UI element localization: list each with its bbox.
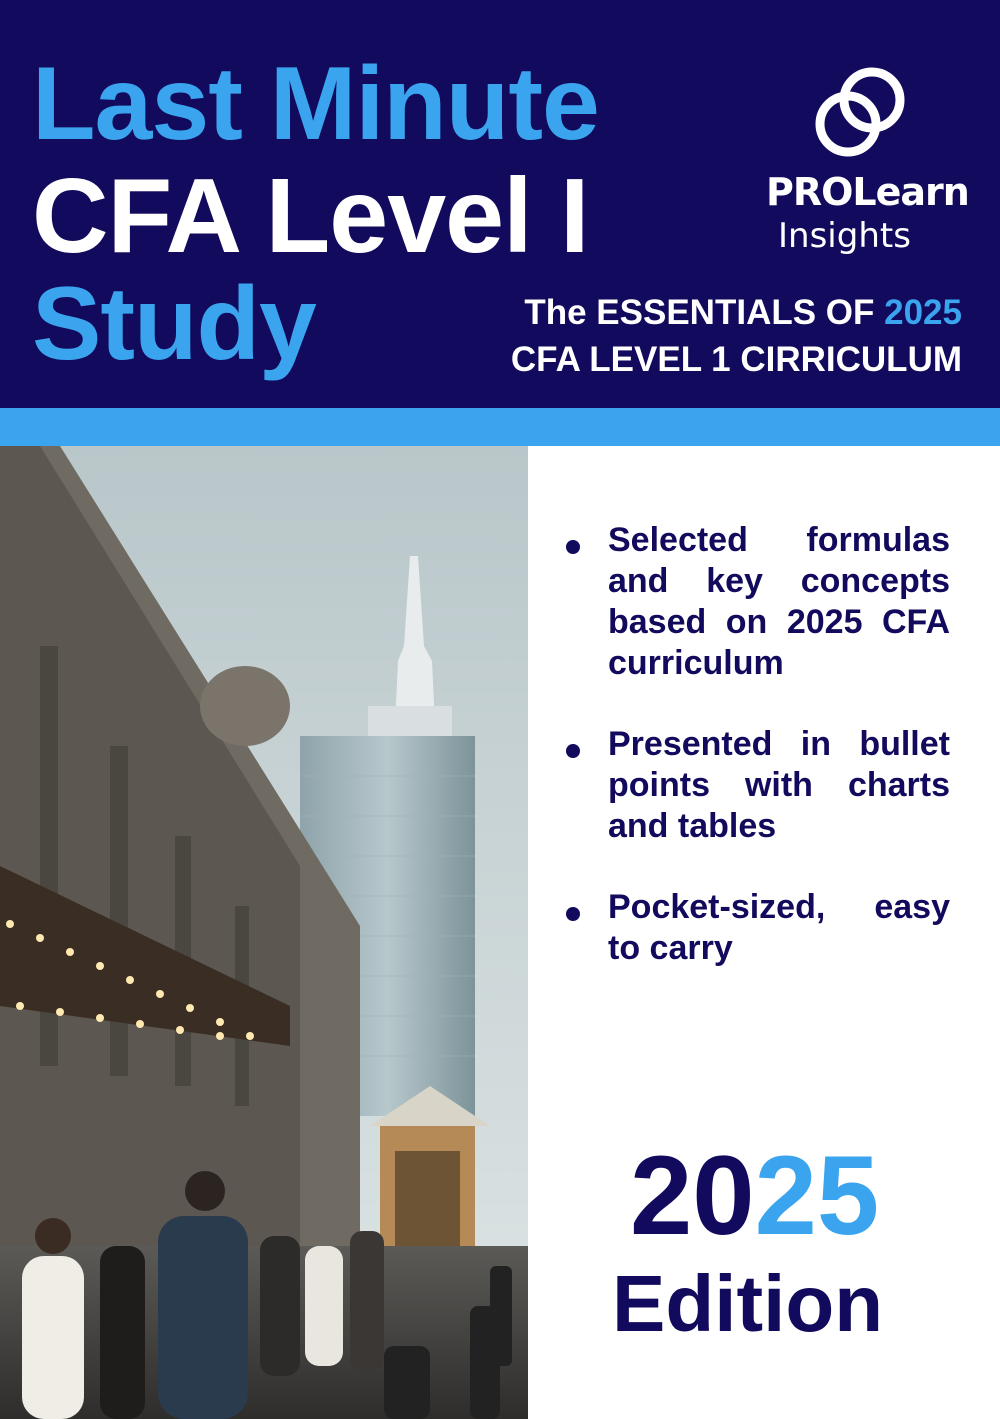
feature-list: [566, 520, 950, 1009]
interlocking-rings-icon: [810, 62, 910, 162]
bullet-text: Pocket-sized, easy to carry: [608, 888, 950, 967]
subtitle-year: 2025: [884, 293, 962, 332]
logo-subname: Insights: [778, 216, 911, 256]
photo-illustration: [0, 446, 528, 1419]
bullet-text: Presented in bullet points with charts and tables: [608, 725, 950, 845]
bullet-dot-icon: [566, 907, 580, 921]
edition-label: Edition: [612, 1259, 884, 1348]
edition-year: [630, 1133, 880, 1258]
bullet-dot-icon: [566, 744, 580, 758]
title-line-3: Study: [32, 266, 316, 382]
list-item: [566, 724, 950, 847]
subtitle-line-1: [524, 293, 962, 333]
city-street-photo: [0, 446, 528, 1419]
edition-year-part1: 20: [630, 1133, 755, 1258]
subtitle-line-2: CFA LEVEL 1 CIRRICULUM: [510, 340, 962, 379]
logo-name: PROLearn: [766, 170, 969, 214]
accent-stripe: [0, 408, 1000, 446]
edition-year-part2: 25: [754, 1133, 880, 1258]
bullet-text: Selected formulas and key concepts based on 2025 CFA curriculum: [608, 521, 950, 682]
bullet-dot-icon: [566, 540, 580, 554]
list-item: [566, 520, 950, 684]
list-item: [566, 887, 950, 969]
title-line-2: CFA Level I: [32, 157, 589, 275]
title-line-1: Last Minute: [32, 46, 599, 162]
publisher-logo: [760, 62, 969, 262]
subtitle-prefix: The ESSENTIALS OF: [524, 293, 885, 332]
